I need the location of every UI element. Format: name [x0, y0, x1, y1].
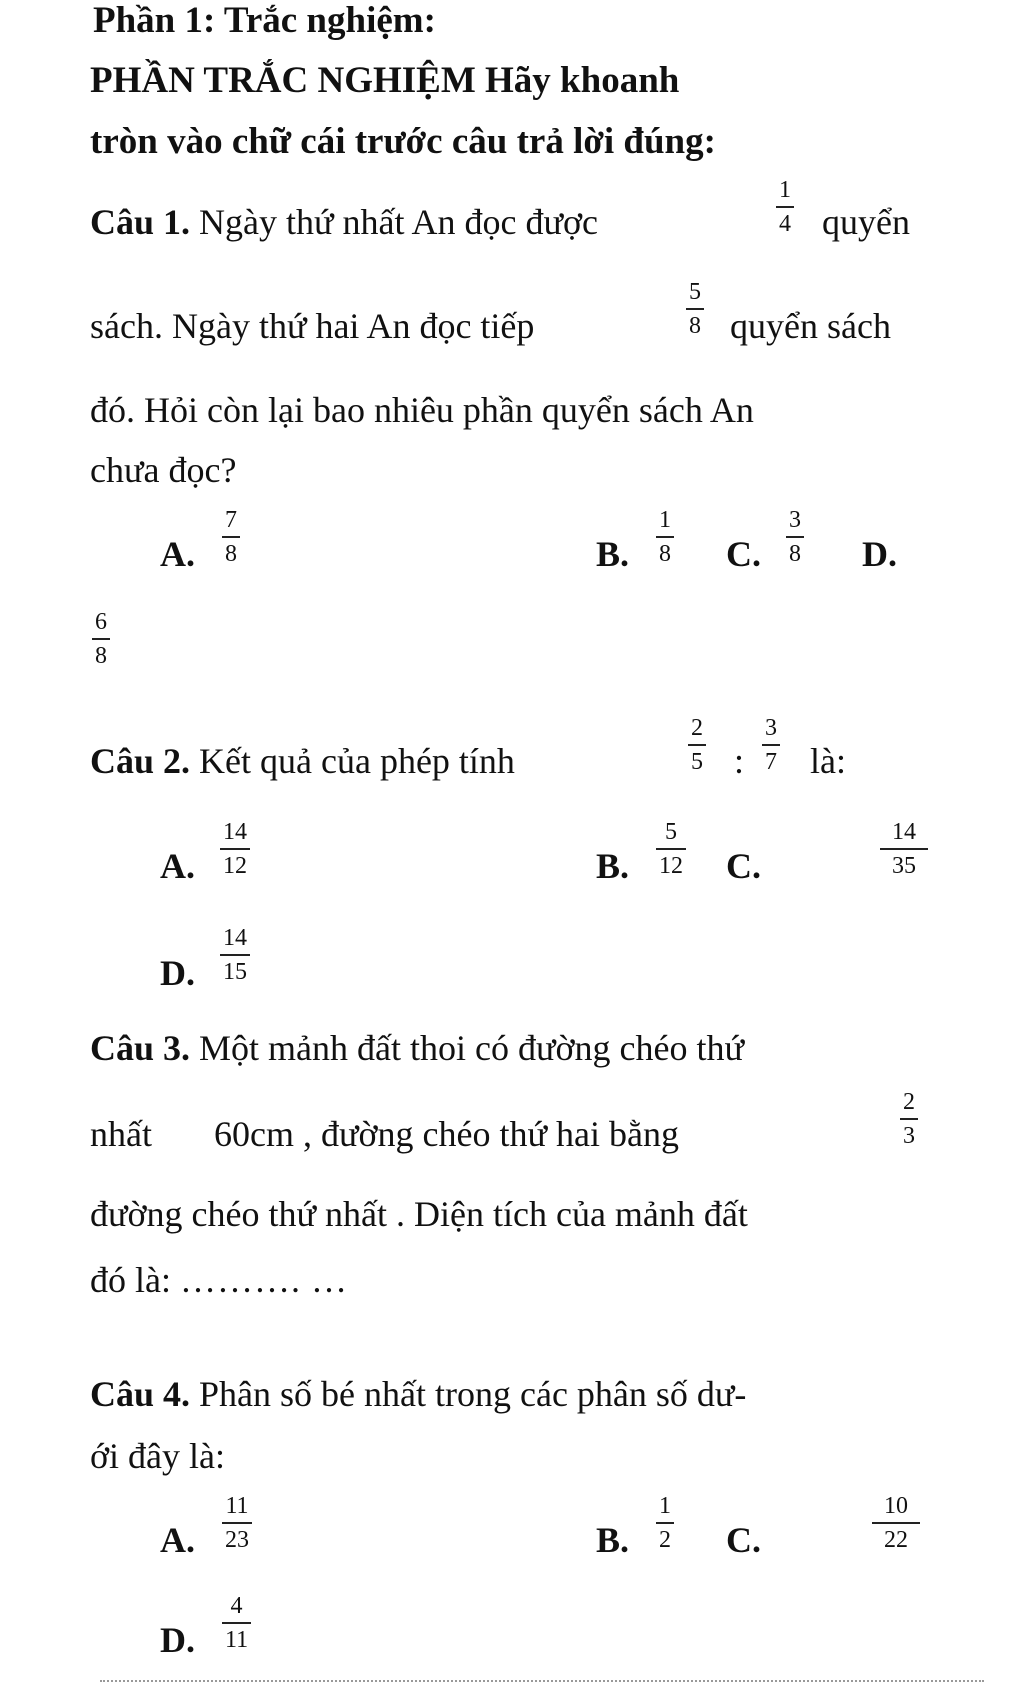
- q2-fraction-1: [688, 716, 706, 774]
- fraction-numerator: 1: [659, 507, 671, 533]
- fraction-denominator: 8: [95, 642, 107, 669]
- fraction-numerator: 10: [884, 1493, 908, 1519]
- fraction-numerator: 1: [659, 1493, 671, 1519]
- fraction-numerator: 4: [230, 1593, 243, 1619]
- q2-option-d-fraction: [220, 926, 250, 984]
- q4-line-1: [90, 1376, 746, 1412]
- instruction-line-2: tròn vào chữ cái trước câu trả lời đúng:: [90, 121, 716, 162]
- q1-option-b-letter: B.: [596, 534, 630, 574]
- q2-option-c-letter: C.: [726, 846, 761, 886]
- fraction-denominator: 35: [892, 852, 916, 879]
- q3-fraction-1: [900, 1090, 918, 1148]
- q1-text-4: chưa đọc?: [90, 450, 237, 490]
- q4-label: Câu 4.: [90, 1374, 191, 1414]
- q4-option-b-letter: B.: [596, 1520, 630, 1560]
- q2-option-a-letter: A.: [160, 846, 195, 886]
- q1-option-d-letter: D.: [862, 534, 897, 574]
- fraction-numerator: 6: [95, 609, 107, 635]
- fraction-numerator: 5: [665, 819, 677, 845]
- fraction-numerator: 14: [223, 925, 247, 951]
- fraction-denominator: 15: [223, 958, 247, 985]
- q4-option-a-fraction: [222, 1494, 252, 1552]
- q4-option-d-fraction: [222, 1594, 251, 1652]
- q3-line-1: [90, 1030, 744, 1066]
- q2-option-c-fraction: [880, 820, 928, 878]
- fraction-numerator: 2: [903, 1089, 915, 1115]
- q2-option-d-letter: D.: [160, 953, 195, 993]
- q1-text-3: đó. Hỏi còn lại bao nhiêu phần quyển sách An: [90, 390, 754, 430]
- fraction-denominator: 12: [223, 852, 247, 879]
- fraction-numerator: 2: [691, 715, 703, 741]
- q1-f1-den: 4: [779, 210, 791, 237]
- q2-fraction-2: [762, 716, 780, 774]
- q4-text-2: ới đây là:: [90, 1436, 225, 1476]
- q1-option-a-letter: A.: [160, 534, 195, 574]
- fraction-numerator: 3: [789, 507, 801, 533]
- q2-text-end: là:: [810, 741, 846, 781]
- q1-text-1-end: quyển: [822, 202, 910, 242]
- fraction-denominator: 23: [225, 1526, 249, 1553]
- fraction-denominator: 12: [659, 852, 683, 879]
- q3-answer-blank[interactable]: ………. …: [179, 1260, 348, 1300]
- q3-label: Câu 3.: [90, 1028, 191, 1068]
- q1-f2-num: 5: [689, 279, 701, 305]
- q1-option-a-fraction: [222, 508, 240, 566]
- q1-option-b-fraction: [656, 508, 674, 566]
- fraction-denominator: 22: [884, 1526, 908, 1553]
- q2-option-b-letter: B.: [596, 846, 630, 886]
- q1-fraction-2: [686, 280, 704, 338]
- q3-line-4: [90, 1262, 348, 1298]
- part-title: Phần 1: Trắc nghiệm:: [93, 0, 436, 41]
- q1-text-2: sách. Ngày thứ hai An đọc tiếp: [90, 306, 535, 346]
- q4-option-c-fraction: [872, 1494, 920, 1552]
- q3-text-1: Một mảnh đất thoi có đường chéo thứ: [199, 1028, 745, 1068]
- q1-f2-den: 8: [689, 312, 701, 339]
- q1-label: Câu 1.: [90, 202, 191, 242]
- q4-text-1: Phân số bé nhất trong các phân số dư-: [199, 1374, 747, 1414]
- q4-option-a-letter: A.: [160, 1520, 195, 1560]
- bottom-cut-edge: [100, 1680, 984, 1684]
- q1-f1-num: 1: [779, 177, 791, 203]
- fraction-denominator: 8: [225, 540, 237, 567]
- fraction-denominator: 3: [903, 1122, 915, 1149]
- fraction-denominator: 8: [789, 540, 801, 567]
- q1-option-c-letter: C.: [726, 534, 761, 574]
- q4-option-b-fraction: [656, 1494, 674, 1552]
- fraction-denominator: 5: [691, 748, 703, 775]
- fraction-numerator: 14: [223, 819, 247, 845]
- fraction-denominator: 8: [659, 540, 671, 567]
- q1-text-2-end: quyển sách: [730, 306, 891, 346]
- q2-line-1: [90, 743, 515, 779]
- q4-option-d-letter: D.: [160, 1620, 195, 1660]
- q3-text-3: đường chéo thứ nhất . Diện tích của mảnh đất: [90, 1194, 748, 1234]
- fraction-numerator: 14: [892, 819, 916, 845]
- q1-fraction-1: [776, 178, 794, 236]
- fraction-denominator: 2: [659, 1526, 671, 1553]
- q1-text-1: Ngày thứ nhất An đọc được: [199, 202, 599, 242]
- fraction-denominator: 11: [225, 1626, 249, 1653]
- fraction-numerator: 11: [225, 1493, 249, 1519]
- fraction-numerator: 7: [225, 507, 237, 533]
- q1-option-d-fraction: [92, 610, 110, 668]
- fraction-numerator: 3: [765, 715, 777, 741]
- fraction-denominator: 7: [765, 748, 777, 775]
- q3-text-4: đó là:: [90, 1260, 171, 1300]
- q3-text-2b: 60cm , đường chéo thứ hai bằng: [214, 1114, 679, 1154]
- q2-operator: :: [734, 741, 745, 781]
- q3-text-2a: nhất: [90, 1114, 152, 1154]
- q2-text: Kết quả của phép tính: [199, 741, 515, 781]
- q1-line-1: [90, 204, 598, 240]
- q4-option-c-letter: C.: [726, 1520, 761, 1560]
- q2-label: Câu 2.: [90, 741, 191, 781]
- q2-option-b-fraction: [656, 820, 686, 878]
- q1-option-c-fraction: [786, 508, 804, 566]
- q2-option-a-fraction: [220, 820, 250, 878]
- instruction-line-1: PHẦN TRẮC NGHIỆM Hãy khoanh: [90, 60, 680, 101]
